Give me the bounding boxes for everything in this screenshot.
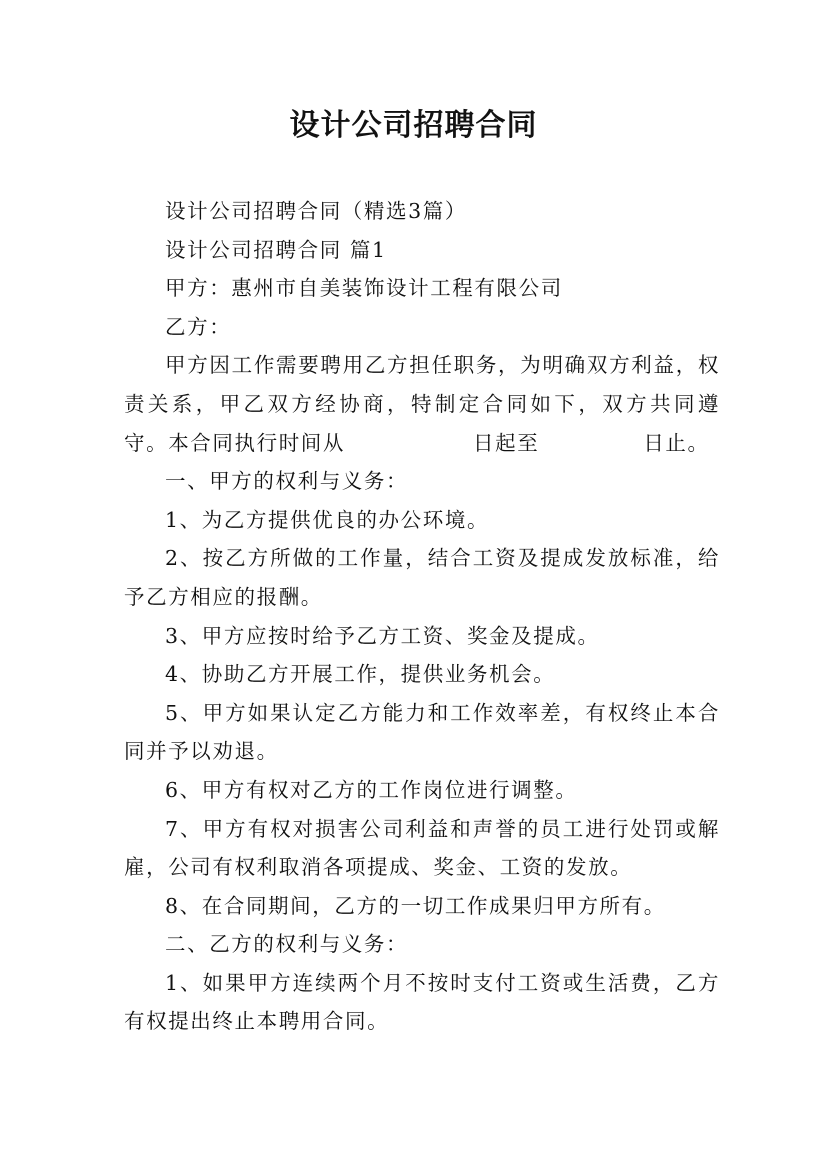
- paragraph-item: 1、如果甲方连续两个月不按时支付工资或生活费，乙方有权提出终止本聘用合同。: [124, 970, 720, 1034]
- paragraph-subtitle: 设计公司招聘合同（精选3篇）: [165, 199, 467, 223]
- paragraph-item: 8、在合同期间，乙方的一切工作成果归甲方所有。: [165, 893, 666, 918]
- paragraph-heading-party-a-rights: 一、甲方的权利与义务：: [165, 469, 409, 494]
- document-body: [124, 192, 720, 1041]
- paragraph-item: 6、甲方有权对乙方的工作岗位进行调整。: [165, 777, 578, 802]
- paragraph-item: 5、甲方如果认定乙方能力和工作效率差，有权终止本合同并予以劝退。: [124, 700, 720, 764]
- intro-text-from: 日起至: [473, 430, 540, 455]
- paragraph-heading-party-b-rights: 二、乙方的权利与义务：: [165, 932, 409, 957]
- intro-text: 甲方因工作需要聘用乙方担任职务，为明确双方利益，权责关系，甲乙双方经协商，特制定合同如下，双方共同遵守。本合同执行时间从: [124, 353, 720, 455]
- paragraph-intro: [124, 346, 720, 462]
- document-title: 设计公司招聘合同: [289, 108, 538, 143]
- paragraph-item: 3、甲方应按时给予乙方工资、奖金及提成。: [165, 623, 600, 648]
- paragraph-item: 4、协助乙方开展工作，提供业务机会。: [165, 662, 556, 687]
- paragraph-party-a: 甲方：惠州市自美装饰设计工程有限公司: [165, 276, 563, 301]
- paragraph-party-b: 乙方：: [165, 314, 232, 339]
- intro-text-to: 日止。: [643, 430, 710, 455]
- paragraph-item: 1、为乙方提供优良的办公环境。: [165, 507, 490, 532]
- paragraph-item: 2、按乙方所做的工作量，结合工资及提成发放标准，给予乙方相应的报酬。: [124, 546, 720, 609]
- paragraph-item: 7、甲方有权对损害公司利益和声誉的员工进行处罚或解雇，公司有权利取消各项提成、奖金、工资的发放。: [124, 816, 720, 880]
- paragraph-section-heading: 设计公司招聘合同 篇1: [165, 237, 387, 262]
